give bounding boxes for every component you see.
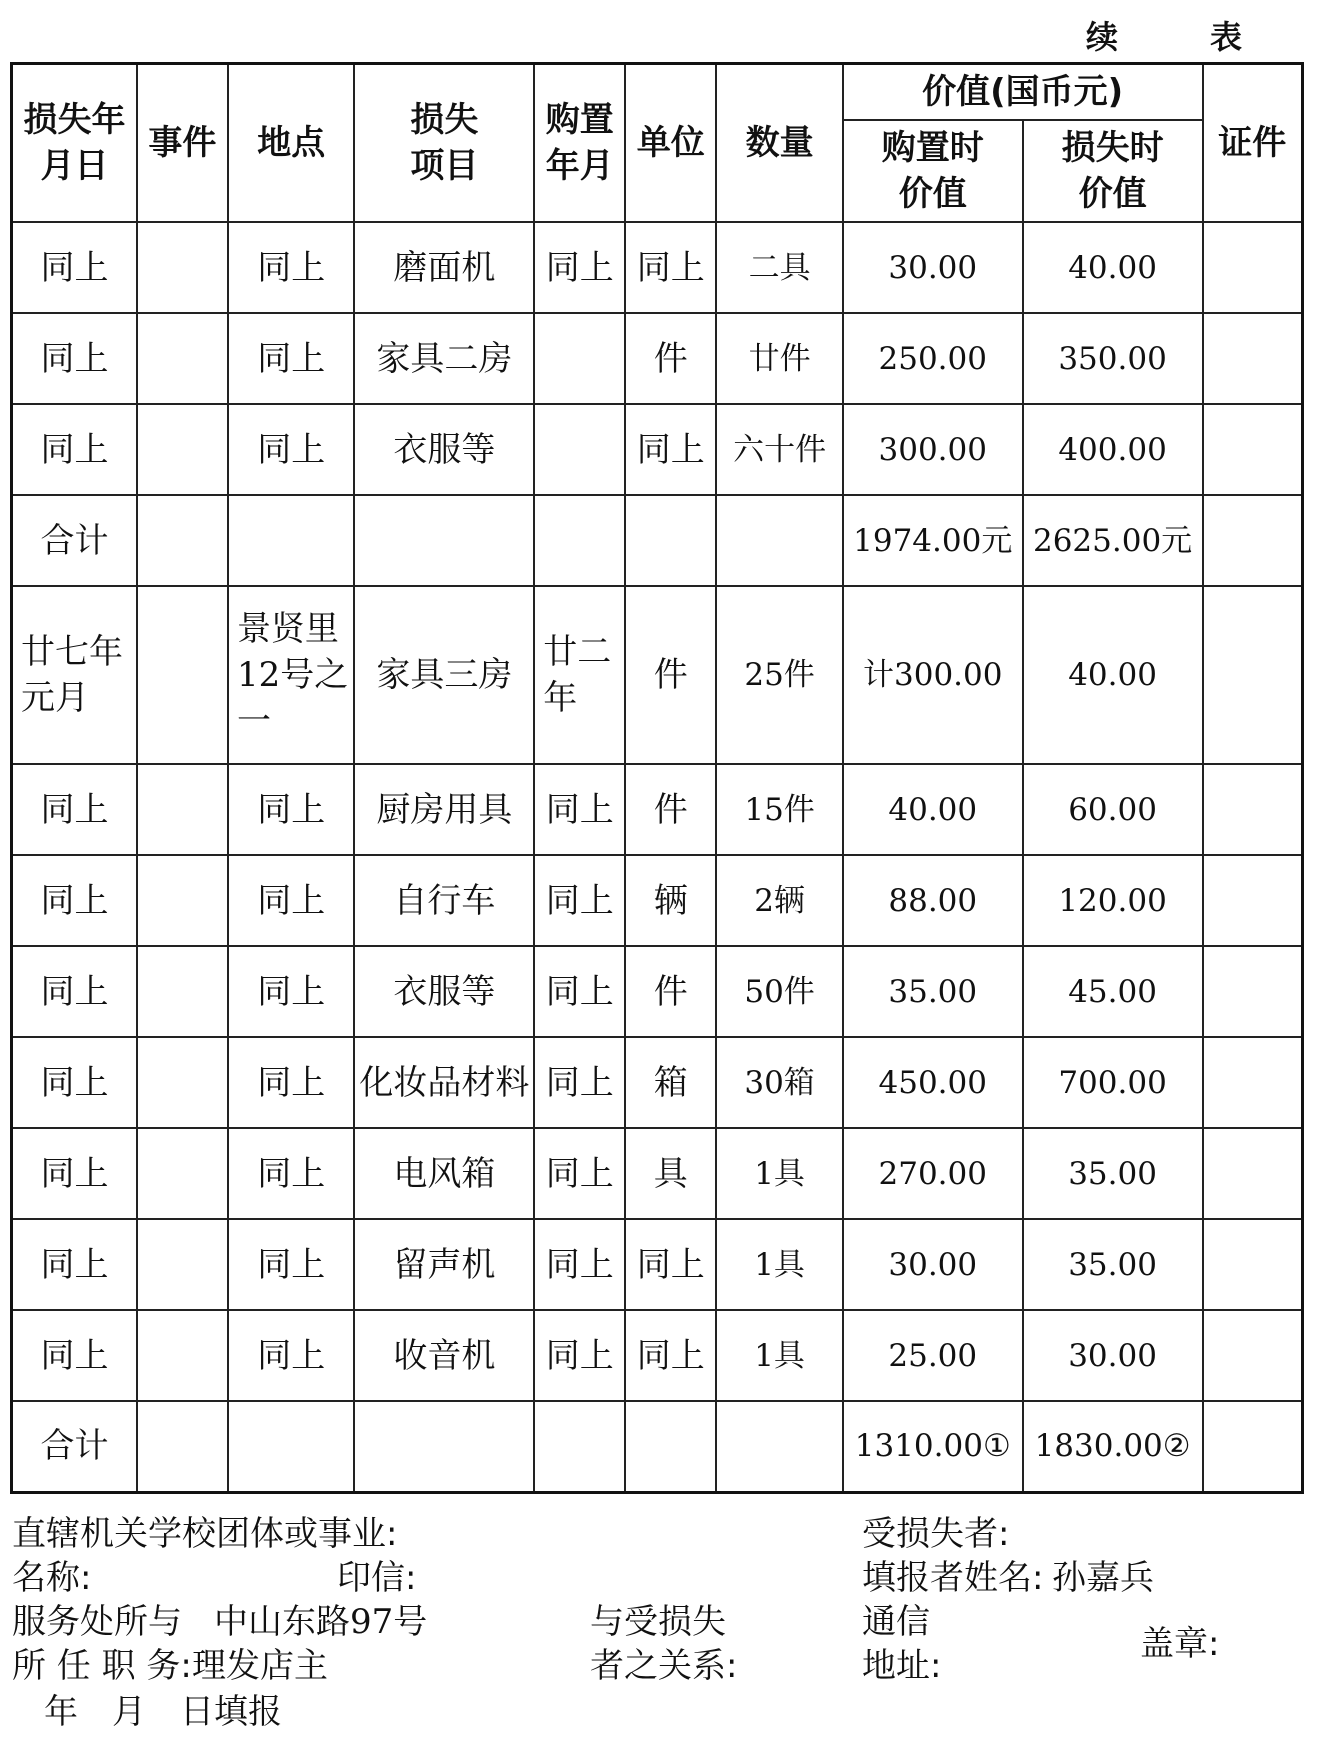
cell-quantity: 30箱: [716, 1037, 843, 1128]
cell-place: 同上: [228, 1037, 355, 1128]
cell-certificate: [1203, 404, 1303, 495]
cell-quantity: 1具: [716, 1310, 843, 1401]
cell-unit: [625, 495, 716, 586]
cell-event: [137, 495, 228, 586]
header-item: 损失 项目: [354, 64, 534, 223]
cell-purchase-value: 1974.00元: [843, 495, 1023, 586]
cell-event: [137, 1128, 228, 1219]
cell-event: [137, 946, 228, 1037]
relation-label-1: 与受损失: [590, 1602, 726, 1642]
cell-purchase-value: 25.00: [843, 1310, 1023, 1401]
cell-loss-value: 2625.00元: [1023, 495, 1203, 586]
cell-purchase-value: 450.00: [843, 1037, 1023, 1128]
cell-purchase-value: 30.00: [843, 222, 1023, 313]
cell-item: [354, 495, 534, 586]
office-value: 中山东路97号: [214, 1602, 428, 1642]
cell-item: 衣服等: [354, 946, 534, 1037]
cell-purchase-date: 同上: [534, 1037, 625, 1128]
address-label: 地址:: [862, 1646, 942, 1686]
cell-quantity: 1具: [716, 1219, 843, 1310]
cell-event: [137, 313, 228, 404]
cell-loss-value: 700.00: [1023, 1037, 1203, 1128]
table-row: [12, 1128, 1303, 1219]
stamp-label: 盖章:: [1140, 1624, 1220, 1664]
cell-certificate: [1203, 586, 1303, 764]
cell-certificate: [1203, 946, 1303, 1037]
cell-certificate: [1203, 222, 1303, 313]
cell-place: [228, 1401, 355, 1492]
cell-event: [137, 404, 228, 495]
relation-label-2: 者之关系:: [590, 1646, 738, 1686]
cell-unit: 件: [625, 946, 716, 1037]
cell-event: [137, 222, 228, 313]
cell-date: 同上: [12, 764, 137, 855]
cell-date: 合计: [12, 495, 137, 586]
cell-quantity: 2辆: [716, 855, 843, 946]
cell-date: 合计: [12, 1401, 137, 1492]
cell-certificate: [1203, 1401, 1303, 1492]
cell-certificate: [1203, 1219, 1303, 1310]
reporter-label: 填报者姓名:: [862, 1558, 1044, 1598]
cell-certificate: [1203, 1310, 1303, 1401]
cell-unit: 同上: [625, 404, 716, 495]
cell-quantity: 50件: [716, 946, 843, 1037]
cell-event: [137, 1310, 228, 1401]
cell-loss-value: 35.00: [1023, 1128, 1203, 1219]
cell-purchase-value: 270.00: [843, 1128, 1023, 1219]
cell-loss-value: 40.00: [1023, 222, 1203, 313]
cell-date: 同上: [12, 1310, 137, 1401]
cell-date: 同上: [12, 1037, 137, 1128]
cell-place: 同上: [228, 1310, 355, 1401]
cell-item: 磨面机: [354, 222, 534, 313]
header-value-at-purchase: 购置时 价值: [843, 120, 1023, 222]
cell-certificate: [1203, 1128, 1303, 1219]
seal-label: 印信:: [337, 1558, 417, 1598]
cell-event: [137, 586, 228, 764]
cell-date: 同上: [12, 222, 137, 313]
date-line: 年 月 日填报: [44, 1692, 282, 1732]
cell-purchase-value: 35.00: [843, 946, 1023, 1037]
cell-quantity: 六十件: [716, 404, 843, 495]
cell-quantity: 二具: [716, 222, 843, 313]
cell-purchase-date: 同上: [534, 1219, 625, 1310]
cell-purchase-date: 同上: [534, 764, 625, 855]
cell-event: [137, 1037, 228, 1128]
header-quantity: 数量: [716, 64, 843, 223]
cell-unit: 具: [625, 1128, 716, 1219]
cell-event: [137, 1219, 228, 1310]
header-value-at-loss: 损失时 价值: [1023, 120, 1203, 222]
footer: [12, 1506, 1302, 1736]
loss-table: [10, 62, 1304, 1494]
cell-date: 同上: [12, 855, 137, 946]
cell-certificate: [1203, 855, 1303, 946]
cell-loss-value: 1830.00②: [1023, 1401, 1203, 1492]
cell-place: 同上: [228, 404, 355, 495]
cell-date: 同上: [12, 1219, 137, 1310]
table-row: [12, 1037, 1303, 1128]
org-line: 直辖机关学校团体或事业:: [12, 1514, 398, 1554]
header-date: 损失年 月日: [12, 64, 137, 223]
cell-loss-value: 45.00: [1023, 946, 1203, 1037]
cell-unit: 同上: [625, 1310, 716, 1401]
cell-unit: [625, 1401, 716, 1492]
cell-place: [228, 495, 355, 586]
contact-label: 通信: [862, 1602, 930, 1642]
cell-loss-value: 120.00: [1023, 855, 1203, 946]
cell-unit: 件: [625, 586, 716, 764]
cell-date: 同上: [12, 1128, 137, 1219]
cell-quantity: 15件: [716, 764, 843, 855]
cell-place: 同上: [228, 222, 355, 313]
cell-loss-value: 400.00: [1023, 404, 1203, 495]
cell-purchase-date: 同上: [534, 855, 625, 946]
cell-unit: 同上: [625, 1219, 716, 1310]
cell-purchase-value: 88.00: [843, 855, 1023, 946]
cell-purchase-date: 同上: [534, 1128, 625, 1219]
cell-loss-value: 60.00: [1023, 764, 1203, 855]
table-row: [12, 1401, 1303, 1492]
cell-place: 同上: [228, 1219, 355, 1310]
cell-unit: 辆: [625, 855, 716, 946]
table-row: [12, 855, 1303, 946]
header-value-group: 价值(国币元): [843, 64, 1203, 121]
cell-purchase-date: [534, 1401, 625, 1492]
table-row: [12, 946, 1303, 1037]
cell-unit: 件: [625, 313, 716, 404]
cell-place: 同上: [228, 1128, 355, 1219]
header-purchase-date: 购置 年月: [534, 64, 625, 223]
cell-event: [137, 855, 228, 946]
cell-loss-value: 40.00: [1023, 586, 1203, 764]
cell-item: [354, 1401, 534, 1492]
cell-purchase-value: 30.00: [843, 1219, 1023, 1310]
cell-loss-value: 350.00: [1023, 313, 1203, 404]
cell-quantity: 25件: [716, 586, 843, 764]
table-row: [12, 764, 1303, 855]
cell-item: 电风箱: [354, 1128, 534, 1219]
header-certificate: 证件: [1203, 64, 1303, 223]
cell-date: 同上: [12, 404, 137, 495]
cell-place: 同上: [228, 946, 355, 1037]
cell-item: 衣服等: [354, 404, 534, 495]
table-row: [12, 495, 1303, 586]
cell-unit: 箱: [625, 1037, 716, 1128]
cell-certificate: [1203, 1037, 1303, 1128]
cell-quantity: 1具: [716, 1128, 843, 1219]
cell-certificate: [1203, 495, 1303, 586]
position-value: 理发店主: [192, 1646, 328, 1686]
table-body: [12, 222, 1303, 1492]
cell-place: 同上: [228, 764, 355, 855]
cell-purchase-date: 同上: [534, 222, 625, 313]
position-label: 所 任 职 务:: [12, 1646, 192, 1686]
table-row: [12, 1310, 1303, 1401]
cell-purchase-date: [534, 404, 625, 495]
cell-date: 同上: [12, 946, 137, 1037]
cell-date: 同上: [12, 313, 137, 404]
cell-item: 收音机: [354, 1310, 534, 1401]
cell-quantity: [716, 1401, 843, 1492]
cell-purchase-date: 同上: [534, 946, 625, 1037]
reporter-value: 孙嘉兵: [1052, 1558, 1154, 1598]
cell-item: 自行车: [354, 855, 534, 946]
cell-item: 家具二房: [354, 313, 534, 404]
cell-date: 廿七年 元月: [12, 586, 137, 764]
cell-event: [137, 764, 228, 855]
table-row: [12, 313, 1303, 404]
cell-event: [137, 1401, 228, 1492]
cell-quantity: [716, 495, 843, 586]
cell-purchase-date: [534, 313, 625, 404]
cell-certificate: [1203, 313, 1303, 404]
cell-quantity: 廿件: [716, 313, 843, 404]
cell-purchase-date: 同上: [534, 1310, 625, 1401]
cell-unit: 同上: [625, 222, 716, 313]
cell-item: 家具三房: [354, 586, 534, 764]
cell-certificate: [1203, 764, 1303, 855]
cell-purchase-value: 300.00: [843, 404, 1023, 495]
cell-purchase-value: 250.00: [843, 313, 1023, 404]
header-place: 地点: [228, 64, 355, 223]
table-row: [12, 586, 1303, 764]
cell-place: 景贤里 12号之 一: [228, 586, 355, 764]
cell-place: 同上: [228, 855, 355, 946]
cell-purchase-date: [534, 495, 625, 586]
cell-purchase-date: 廿二 年: [534, 586, 625, 764]
table-row: [12, 1219, 1303, 1310]
office-label: 服务处所与: [12, 1602, 182, 1642]
table-row: [12, 222, 1303, 313]
cell-place: 同上: [228, 313, 355, 404]
cell-item: 厨房用具: [354, 764, 534, 855]
cell-loss-value: 30.00: [1023, 1310, 1203, 1401]
cell-purchase-value: 40.00: [843, 764, 1023, 855]
table-row: [12, 404, 1303, 495]
cell-unit: 件: [625, 764, 716, 855]
cell-purchase-value: 1310.00①: [843, 1401, 1023, 1492]
header-unit: 单位: [625, 64, 716, 223]
cell-item: 化妆品材料: [354, 1037, 534, 1128]
continued-label: 续 表: [1085, 18, 1272, 56]
cell-loss-value: 35.00: [1023, 1219, 1203, 1310]
cell-item: 留声机: [354, 1219, 534, 1310]
name-label: 名称:: [12, 1558, 92, 1598]
header-event: 事件: [137, 64, 228, 223]
victim-label: 受损失者:: [862, 1514, 1010, 1554]
cell-purchase-value: 计300.00: [843, 586, 1023, 764]
